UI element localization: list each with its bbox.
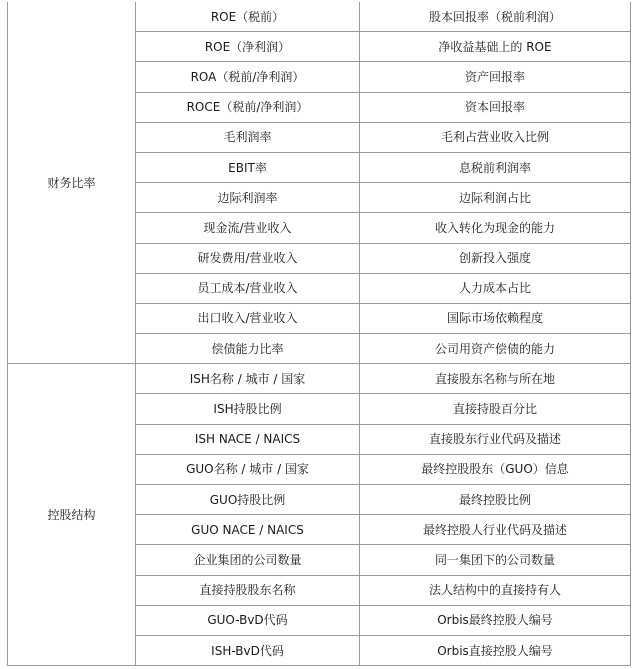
description-cell: 息税前利润率 [360,152,631,182]
metric-cell: 出口收入/营业收入 [136,303,360,333]
description-cell: 净收益基础上的 ROE [360,32,631,62]
description-cell: 创新投入强度 [360,243,631,273]
metric-cell: ISH-BvD代码 [136,635,360,665]
metric-cell: 企业集团的公司数量 [136,545,360,575]
description-cell: 最终控股人行业代码及描述 [360,515,631,545]
metric-cell: ROA（税前/净利润） [136,62,360,92]
metric-cell: ISH持股比例 [136,394,360,424]
description-cell: 直接股东行业代码及描述 [360,424,631,454]
description-cell: Orbis最终控股人编号 [360,605,631,635]
metric-cell: 偿债能力比率 [136,334,360,364]
description-cell: 资产回报率 [360,62,631,92]
description-cell: 公司用资产偿债的能力 [360,334,631,364]
metric-cell: 边际利润率 [136,183,360,213]
metric-cell: ROE（净利润） [136,32,360,62]
group-label: 财务比率 [8,2,136,364]
description-cell: 人力成本占比 [360,273,631,303]
metric-cell: 研发费用/营业收入 [136,243,360,273]
description-cell: 边际利润占比 [360,183,631,213]
metric-cell: 直接持股股东名称 [136,575,360,605]
description-cell: 股本回报率（税前利润） [360,2,631,32]
metric-cell: EBIT率 [136,152,360,182]
table-row [8,2,631,32]
table-body [8,2,631,666]
metric-cell: 现金流/营业收入 [136,213,360,243]
description-cell: 法人结构中的直接持有人 [360,575,631,605]
description-cell: 国际市场依赖程度 [360,303,631,333]
description-cell: 直接持股百分比 [360,394,631,424]
metric-cell: 毛利润率 [136,122,360,152]
metric-cell: GUO-BvD代码 [136,605,360,635]
table-row [8,364,631,394]
metric-cell: 员工成本/营业收入 [136,273,360,303]
description-cell: 同一集团下的公司数量 [360,545,631,575]
description-cell: 最终控股比例 [360,485,631,515]
metric-cell: ISH名称 / 城市 / 国家 [136,364,360,394]
description-cell: Orbis直接控股人编号 [360,635,631,665]
description-cell: 最终控股股东（GUO）信息 [360,454,631,484]
metrics-table [7,2,631,666]
metric-cell: ISH NACE / NAICS [136,424,360,454]
description-cell: 直接股东名称与所在地 [360,364,631,394]
description-cell: 毛利占营业收入比例 [360,122,631,152]
metric-cell: ROCE（税前/净利润） [136,92,360,122]
group-label: 控股结构 [8,364,136,666]
metric-cell: ROE（税前） [136,2,360,32]
metric-cell: GUO NACE / NAICS [136,515,360,545]
metric-cell: GUO持股比例 [136,485,360,515]
description-cell: 收入转化为现金的能力 [360,213,631,243]
metric-cell: GUO名称 / 城市 / 国家 [136,454,360,484]
description-cell: 资本回报率 [360,92,631,122]
